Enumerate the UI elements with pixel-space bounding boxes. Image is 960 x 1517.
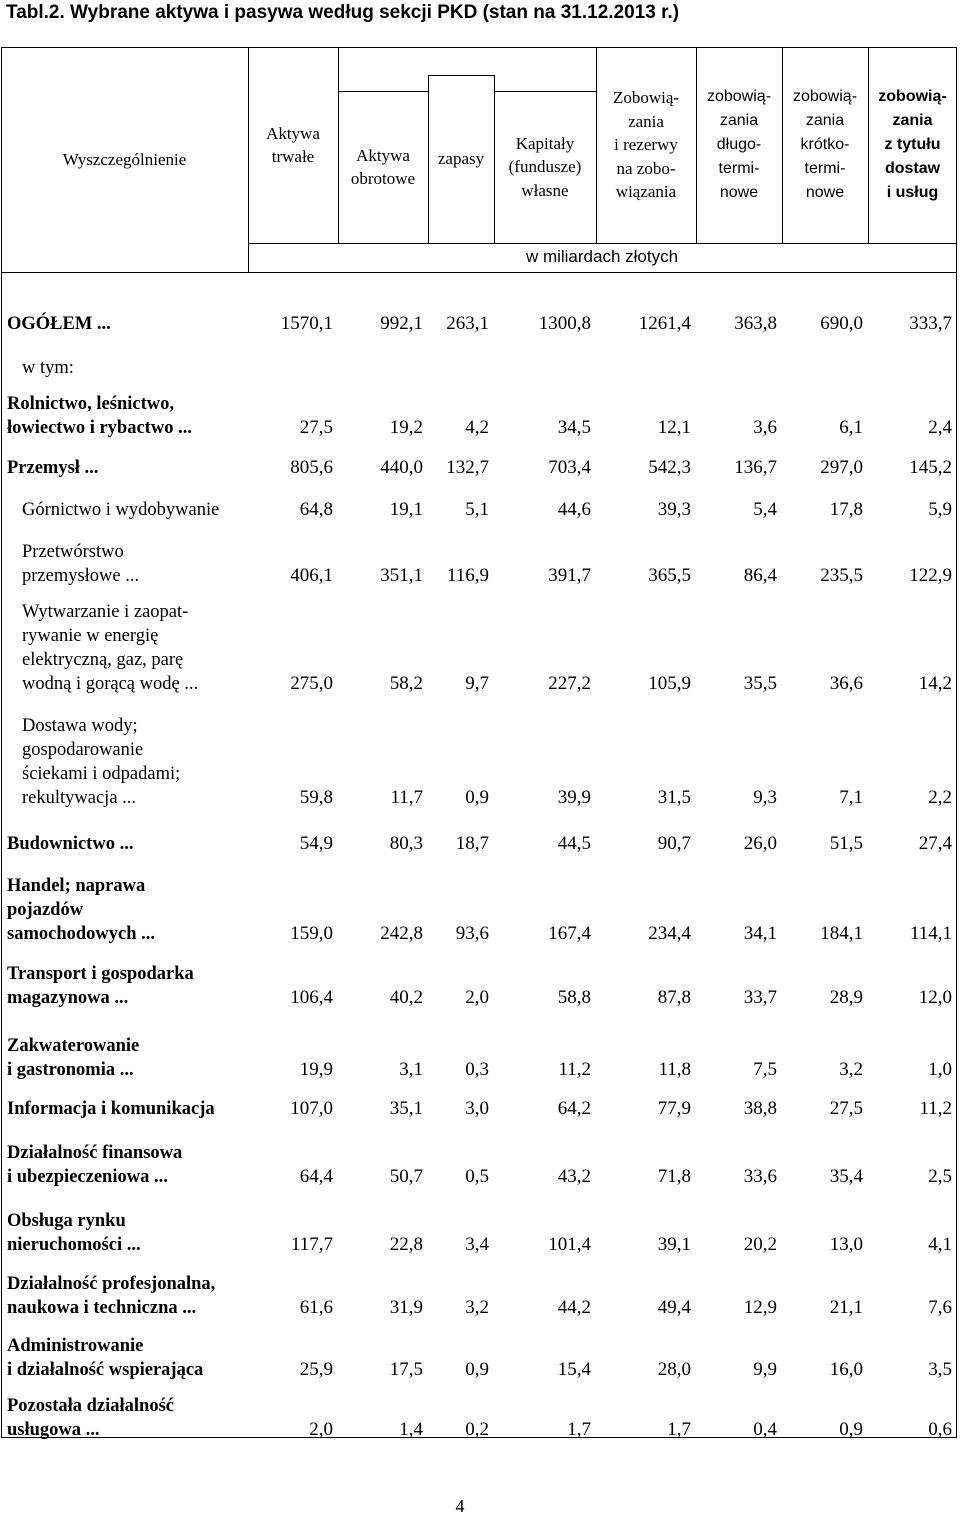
table-cell: 0,5: [465, 1166, 489, 1187]
table-cell: 1261,4: [638, 313, 691, 334]
table-cell: 36,6: [829, 673, 863, 694]
table-cell: 35,5: [743, 673, 777, 694]
table-cell: 0,4: [753, 1419, 777, 1440]
table-cell: 12,0: [918, 987, 952, 1008]
table-cell: 58,2: [389, 673, 423, 694]
table-cell: 7,1: [839, 787, 863, 808]
table-cell: 61,6: [299, 1297, 333, 1318]
column-header: Zobowią- zania i rezerwy na zobo- wiązania: [612, 88, 680, 202]
table-cell: 234,4: [648, 923, 691, 944]
table-cell: 297,0: [820, 457, 863, 478]
table-cell: 34,1: [743, 923, 777, 944]
table-cell: 0,9: [465, 787, 489, 808]
table-cell: 0,9: [839, 1419, 863, 1440]
table-cell: 64,2: [557, 1098, 591, 1119]
table-cell: 26,0: [743, 833, 777, 854]
row-label: Działalność profesjonalna, naukowa i techniczna ...: [7, 1274, 216, 1318]
table-cell: 114,1: [909, 923, 952, 944]
table-cell: 12,1: [657, 417, 691, 438]
stub-header: Wyszczególnienie: [62, 149, 187, 169]
row-label: Handel; naprawa pojazdów samochodowych ...: [7, 876, 156, 944]
table-cell: 13,0: [829, 1234, 863, 1255]
table-cell: 2,5: [928, 1166, 952, 1187]
row-label: Transport i gospodarka magazynowa ...: [7, 964, 194, 1008]
table-cell: 1,4: [399, 1419, 423, 1440]
table-cell: 116,9: [446, 565, 489, 586]
table-cell: 440,0: [380, 457, 423, 478]
table-cell: 28,0: [657, 1359, 691, 1380]
table-cell: 0,3: [465, 1059, 489, 1080]
table-cell: 44,6: [557, 499, 591, 520]
table-cell: 19,1: [389, 499, 423, 520]
table-cell: 159,0: [290, 923, 333, 944]
table-cell: 1,7: [567, 1419, 591, 1440]
table-cell: 101,4: [548, 1234, 591, 1255]
table-cell: 31,9: [389, 1297, 423, 1318]
table-cell: 33,7: [743, 987, 777, 1008]
table-cell: 2,0: [465, 987, 489, 1008]
row-label: Budownictwo ...: [7, 834, 134, 854]
table-cell: 1570,1: [280, 313, 333, 334]
table-cell: 391,7: [548, 565, 591, 586]
row-label: Działalność finansowa i ubezpieczeniowa ...: [7, 1143, 183, 1187]
table-cell: 107,0: [290, 1098, 333, 1119]
table-cell: 122,9: [909, 565, 952, 586]
table-cell: 38,8: [743, 1098, 777, 1119]
unit-label: w miliardach złotych: [525, 247, 679, 266]
table-cell: 5,4: [753, 499, 777, 520]
table-cell: 2,4: [928, 417, 952, 438]
table-cell: 3,0: [465, 1098, 489, 1119]
table-cell: 0,6: [928, 1419, 952, 1440]
row-label: Wytwarzanie i zaopat- rywanie w energię elektryczną, gaz, parę wodną i gorącą wodę ...: [22, 602, 199, 694]
column-header: zobowią- zania krótko- termi- nowe: [792, 88, 858, 201]
table-cell: 406,1: [290, 565, 333, 586]
table-cell: 12,9: [743, 1297, 777, 1318]
table-cell: 1300,8: [538, 313, 591, 334]
table-cell: 227,2: [548, 673, 591, 694]
header-divider: [1, 272, 957, 273]
column-header: zobowią- zania długo- termi- nowe: [706, 88, 772, 201]
table-cell: 11,8: [658, 1059, 691, 1080]
row-label: Dostawa wody; gospodarowanie ściekami i odpadami; rekultywacja ...: [22, 716, 181, 808]
table-cell: 11,2: [919, 1098, 952, 1119]
table-cell: 44,5: [557, 833, 591, 854]
table-cell: 0,9: [465, 1359, 489, 1380]
table-cell: 3,5: [928, 1359, 952, 1380]
table-cell: 64,4: [299, 1166, 333, 1187]
table-cell: 132,7: [446, 457, 489, 478]
table-cell: 20,2: [743, 1234, 777, 1255]
table-cell: 19,2: [389, 417, 423, 438]
table-cell: 31,5: [657, 787, 691, 808]
row-label: Obsługa rynku nieruchomości ...: [7, 1211, 141, 1255]
table-cell: 39,1: [657, 1234, 691, 1255]
table-cell: 333,7: [909, 313, 952, 334]
table-cell: 35,4: [829, 1166, 863, 1187]
table-cell: 87,8: [657, 987, 691, 1008]
row-label: Zakwaterowanie i gastronomia ...: [7, 1036, 140, 1080]
table-cell: 117,7: [290, 1234, 333, 1255]
row-label: Rolnictwo, leśnictwo, łowiectwo i rybactwo ...: [7, 394, 192, 438]
row-label: Administrowanie i działalność wspierająca: [7, 1336, 204, 1380]
table-cell: 27,5: [829, 1098, 863, 1119]
table-cell: 90,7: [657, 833, 691, 854]
table-cell: 16,0: [829, 1359, 863, 1380]
table-cell: 27,5: [299, 417, 333, 438]
table-cell: 39,3: [657, 499, 691, 520]
table-cell: 27,4: [918, 833, 952, 854]
table-cell: 3,2: [839, 1059, 863, 1080]
table-cell: 7,6: [928, 1297, 952, 1318]
table-cell: 49,4: [657, 1297, 691, 1318]
table-cell: 77,9: [657, 1098, 691, 1119]
table-cell: 43,2: [557, 1166, 591, 1187]
table-cell: 992,1: [380, 313, 423, 334]
table-cell: 35,1: [389, 1098, 423, 1119]
table-cell: 235,5: [820, 565, 863, 586]
table-cell: 59,8: [299, 787, 333, 808]
table-cell: 34,5: [557, 417, 591, 438]
table-cell: 242,8: [380, 923, 423, 944]
table-cell: 690,0: [820, 313, 863, 334]
table-cell: 4,1: [928, 1234, 952, 1255]
table-cell: 40,2: [389, 987, 423, 1008]
table-cell: 11,7: [390, 787, 423, 808]
table-cell: 184,1: [820, 923, 863, 944]
table-cell: 3,4: [465, 1234, 489, 1255]
table-cell: 9,7: [465, 673, 489, 694]
row-label: Przemysł ...: [7, 458, 99, 478]
column-header: Kapitały (fundusze) własne: [508, 133, 582, 200]
table-cell: 805,6: [290, 457, 333, 478]
table-cell: 5,1: [465, 499, 489, 520]
row-label: Informacja i komunikacja: [7, 1099, 215, 1119]
table-cell: 263,1: [446, 313, 489, 334]
table-cell: 80,3: [389, 833, 423, 854]
row-label: OGÓŁEM ...: [7, 314, 111, 334]
table-cell: 19,9: [299, 1059, 333, 1080]
column-header: zobowią- zania z tytułu dostaw i usług: [878, 88, 947, 201]
table-cell: 3,2: [465, 1297, 489, 1318]
table-cell: 14,2: [918, 673, 952, 694]
table-cell: 363,8: [734, 313, 777, 334]
table-cell: 11,2: [558, 1059, 591, 1080]
table-cell: 145,2: [909, 457, 952, 478]
table-cell: 3,1: [399, 1059, 423, 1080]
table-cell: 22,8: [389, 1234, 423, 1255]
table-cell: 64,8: [299, 499, 333, 520]
table-cell: 105,9: [648, 673, 691, 694]
table-cell: 54,9: [299, 833, 333, 854]
table-cell: 542,3: [648, 457, 691, 478]
table-cell: 7,5: [753, 1059, 777, 1080]
table-cell: 51,5: [829, 833, 863, 854]
table-cell: 21,1: [829, 1297, 863, 1318]
table-cell: 86,4: [743, 565, 777, 586]
column-header: Aktywa obrotowe: [350, 145, 416, 188]
table-cell: 136,7: [734, 457, 777, 478]
table-cell: 33,6: [743, 1166, 777, 1187]
table-cell: 25,9: [299, 1359, 333, 1380]
table-cell: 17,5: [389, 1359, 423, 1380]
table-cell: 275,0: [290, 673, 333, 694]
table-cell: 18,7: [455, 833, 489, 854]
table-cell: 6,1: [839, 417, 863, 438]
table-cell: 9,3: [753, 787, 777, 808]
row-label: Pozostała działalność usługowa ...: [7, 1396, 175, 1440]
table-cell: 3,6: [753, 417, 777, 438]
table-cell: 5,9: [928, 499, 952, 520]
table-cell: 1,0: [928, 1059, 952, 1080]
table-cell: 17,8: [829, 499, 863, 520]
column-header: zapasy: [437, 149, 485, 169]
table-title: Tabl.2. Wybrane aktywa i pasywa według sekcji PKD (stan na 31.12.2013 r.): [6, 2, 680, 23]
table-cell: 15,4: [557, 1359, 591, 1380]
table-cell: 44,2: [557, 1297, 591, 1318]
table-cell: 93,6: [455, 923, 489, 944]
table-cell: 39,9: [557, 787, 591, 808]
page-number: 4: [455, 1496, 465, 1516]
table-cell: 4,2: [465, 417, 489, 438]
table-cell: 1,7: [667, 1419, 691, 1440]
table-cell: 351,1: [380, 565, 423, 586]
table-cell: 106,4: [290, 987, 333, 1008]
column-header: Aktywa trwałe: [266, 123, 320, 166]
table-cell: 2,2: [928, 787, 952, 808]
table-cell: 50,7: [389, 1166, 423, 1187]
table-cell: 703,4: [548, 457, 591, 478]
table-cell: 0,2: [465, 1419, 489, 1440]
table-cell: 9,9: [753, 1359, 777, 1380]
table-cell: 58,8: [557, 987, 591, 1008]
row-label: w tym:: [22, 358, 74, 378]
table-cell: 2,0: [309, 1419, 333, 1440]
table-cell: 167,4: [548, 923, 591, 944]
table-cell: 365,5: [648, 565, 691, 586]
table-cell: 28,9: [829, 987, 863, 1008]
table-cell: 71,8: [657, 1166, 691, 1187]
row-label: Przetwórstwo przemysłowe ...: [22, 542, 140, 586]
row-label: Górnictwo i wydobywanie: [22, 500, 220, 520]
